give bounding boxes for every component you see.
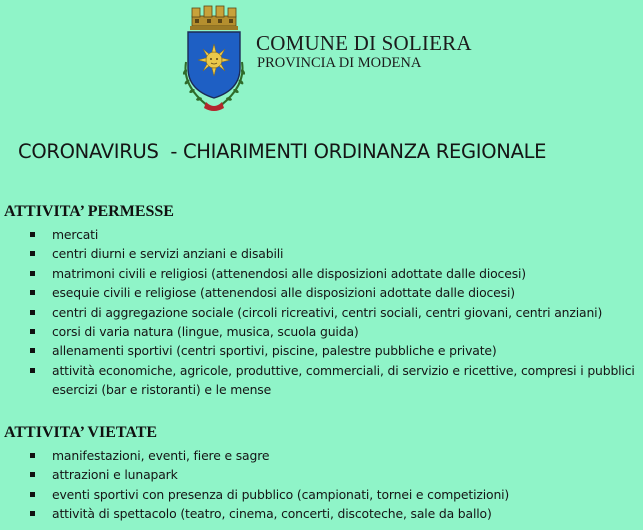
list-item-text: centri diurni e servizi anziani e disabili — [52, 246, 284, 262]
bullet-icon — [30, 329, 35, 334]
list-item-text: eventi sportivi con presenza di pubblico (campionati, tornei e competizioni) — [52, 486, 510, 502]
prohibited-activities-title: ATTIVITA’ VIETATE — [4, 424, 158, 441]
page-title: CORONAVIRUS - CHIARIMENTI ORDINANZA REGIONALE — [18, 140, 547, 163]
list-item — [0, 225, 643, 244]
list-item-text: corsi di varia natura (lingue, musica, scuola guida) — [52, 324, 359, 340]
bullet-icon — [30, 368, 35, 373]
bullet-icon — [30, 453, 35, 458]
list-item — [0, 341, 643, 360]
coat-of-arms-icon — [178, 2, 250, 114]
list-item — [0, 303, 643, 322]
bullet-icon — [30, 232, 35, 237]
permitted-activities-title: ATTIVITA’ PERMESSE — [4, 203, 174, 220]
permitted-activities-list — [0, 225, 643, 400]
list-item-text: esequie civili e religiose (attenendosi alle disposizioni adottate dalle diocesi) — [52, 285, 515, 301]
bullet-icon — [30, 251, 35, 256]
list-item-text: allenamenti sportivi (centri sportivi, piscine, palestre pubbliche e private) — [52, 343, 497, 359]
list-item-text: attività di spettacolo (teatro, cinema, concerti, discoteche, sale da ballo) — [52, 506, 492, 522]
bullet-icon — [30, 271, 35, 276]
list-item-text: matrimoni civili e religiosi (attenendosi alle disposizioni adottate dalle diocesi) — [52, 265, 526, 281]
bullet-icon — [30, 290, 35, 295]
list-item-text: attrazioni e lunapark — [52, 467, 178, 483]
comune-name: COMUNE DI SOLIERA — [256, 31, 472, 55]
list-item — [0, 244, 643, 263]
list-item — [0, 283, 643, 302]
list-item — [0, 264, 643, 283]
list-item — [0, 504, 643, 523]
list-item-text: mercati — [52, 227, 99, 242]
bullet-icon — [30, 511, 35, 516]
bullet-icon — [30, 492, 35, 497]
prohibited-activities-list — [0, 446, 643, 524]
list-item — [0, 322, 643, 341]
bullet-icon — [30, 348, 35, 353]
list-item-text: centri di aggregazione sociale (circoli ricreativi, centri sociali, centri giovani, centri anziani) — [52, 304, 603, 320]
provincia-name: PROVINCIA DI MODENA — [257, 55, 422, 71]
bullet-icon — [30, 310, 35, 315]
list-item — [0, 485, 643, 504]
list-item — [0, 361, 643, 400]
list-item — [0, 465, 643, 484]
bullet-icon — [30, 472, 35, 477]
list-item-text: attività economiche, agricole, produttive, commerciali, di servizio e ricettive, compresi i pubblici esercizi (bar e ristoranti) e le mense — [52, 362, 635, 398]
list-item-text: manifestazioni, eventi, fiere e sagre — [52, 448, 270, 463]
list-item — [0, 446, 643, 465]
